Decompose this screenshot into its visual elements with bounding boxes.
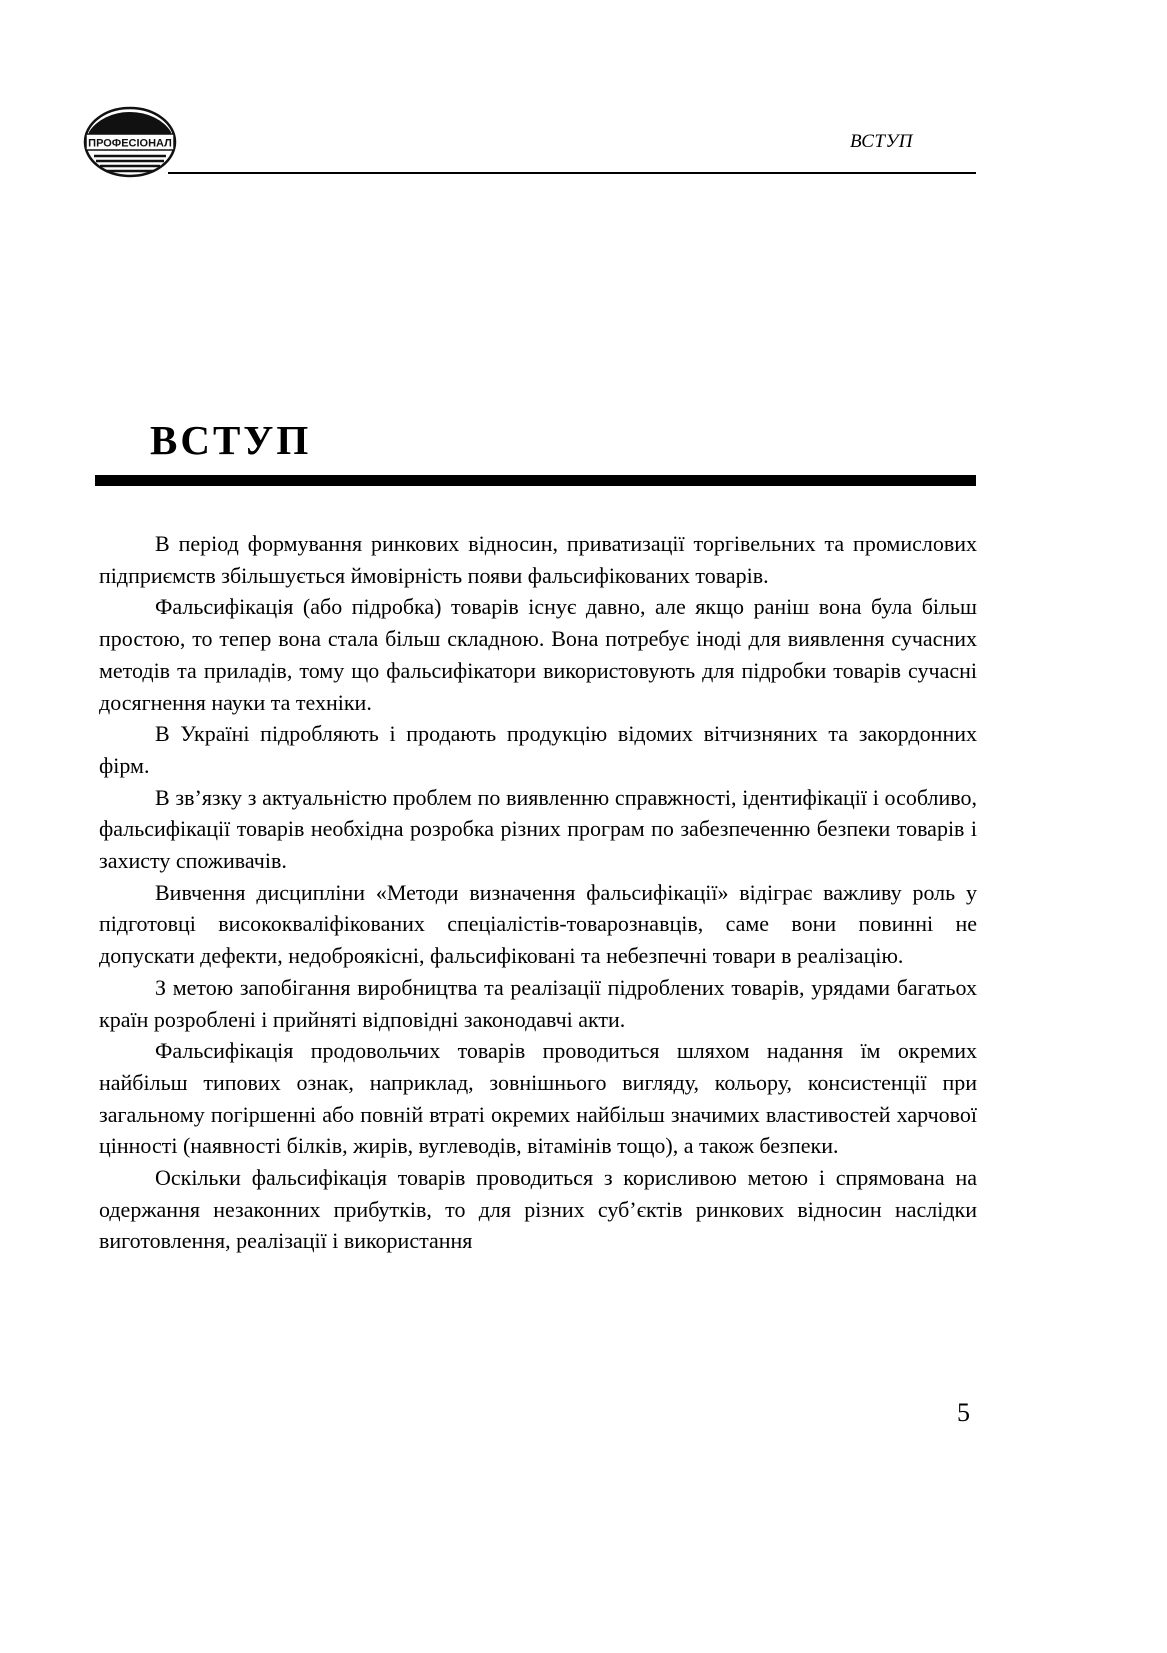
paragraph-2: Фальсифікація (або підробка) товарів існує давно, але якщо раніш вона була більш простою, то тепер вона стала більш складною. Вона потребує іноді для виявлення сучасних методів та приладів, тому що фальсифікатори використовують для підробки товарів сучасні досягнення науки та техніки.: [99, 594, 977, 715]
body-text: [99, 528, 977, 1257]
publisher-logo-text: ПРОФЕСІОНАЛ: [88, 137, 172, 150]
paragraph-7: Фальсифікація продовольчих товарів проводиться шляхом надання їм окремих найбільш типових ознак, наприклад, зовнішнього вигляду, кольору, консистенції при загальному погіршенні або повній втраті окремих найбільш значимих властивостей харчової цінності (наявності білків, жирів, вуглеводів, вітамінів тощо), а також безпеки.: [99, 1038, 977, 1159]
running-title: ВСТУП: [850, 131, 913, 152]
paragraph-1: В період формування ринкових відносин, приватизації торгівельних та промислових підприємств збільшується ймовірність появи фальсифікованих товарів.: [99, 531, 977, 588]
page-number: 5: [957, 1398, 970, 1427]
header-rule: [168, 172, 976, 174]
page-title: ВСТУП: [150, 417, 312, 463]
paragraph-3: В Україні підробляють і продають продукцію відомих вітчизняних та закордонних фірм.: [99, 721, 977, 778]
title-rule: [95, 475, 976, 486]
paragraph-4: В зв’язку з актуальністю проблем по виявленню справжності, ідентифікації і особливо, фальсифікації товарів необхідна розробка різних програм по забезпеченню безпеки товарів і захисту споживачів.: [99, 784, 977, 874]
paragraph-5: Вивчення дисципліни «Методи визначення фальсифікації» відіграє важливу роль у підготовці висококваліфікованих спеціалістів-товарознавців, саме вони повинні не допускати дефекти, недоброякісні, фальсифіковані та небезпечні товари в реалізацію.: [99, 879, 977, 969]
paragraph-6: З метою запобігання виробництва та реалізації підроблених товарів, урядами багатьох країн розроблені і прийняті відповідні законодавчі акти.: [99, 974, 977, 1032]
paragraph-8: Оскільки фальсифікація товарів проводиться з корисливою метою і спрямована на одержання незаконних прибутків, то для різних суб’єктів ринкових відносин наслідки виготовлення, реалізації і використання: [99, 1165, 977, 1254]
publisher-logo-icon: [82, 104, 178, 180]
title-block: [95, 417, 976, 486]
